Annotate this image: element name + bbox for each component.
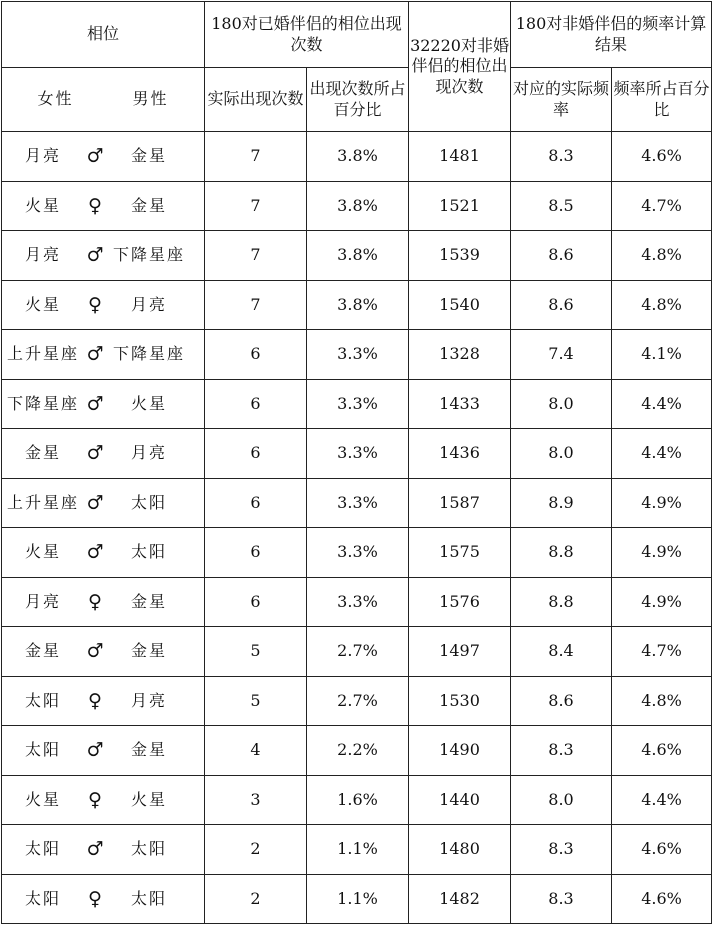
actual-count-cell: 5	[205, 676, 307, 726]
count-percent-cell: 3.3%	[307, 330, 409, 380]
actual-freq-cell: 8.3	[511, 132, 612, 182]
table-row	[2, 676, 712, 726]
aspect-cell	[2, 874, 205, 924]
freq-percent-cell: 4.1%	[612, 330, 712, 380]
female-planet: 火星	[24, 195, 61, 215]
actual-count-cell: 6	[205, 478, 307, 528]
female-planet: 金星	[24, 641, 61, 661]
unmarried-count-cell: 1587	[409, 478, 511, 528]
female-planet: 太阳	[24, 690, 61, 710]
unmarried-count-cell: 1482	[409, 874, 511, 924]
aspect-cell	[2, 775, 205, 825]
freq-percent-cell: 4.7%	[612, 181, 712, 231]
actual-count-cell: 2	[205, 825, 307, 875]
header-male: 男性	[132, 89, 169, 109]
female-planet: 火星	[24, 789, 61, 809]
female-planet: 下降星座	[6, 393, 79, 413]
header-married-group: 180对已婚伴侣的相位出现次数	[205, 2, 409, 68]
unmarried-count-cell: 1490	[409, 726, 511, 776]
freq-percent-cell: 4.6%	[612, 132, 712, 182]
count-percent-cell: 3.3%	[307, 429, 409, 479]
actual-count-cell: 7	[205, 231, 307, 281]
aspect-symbol-icon: ♀	[88, 788, 102, 811]
count-percent-cell: 1.1%	[307, 874, 409, 924]
table-row	[2, 379, 712, 429]
actual-count-cell: 6	[205, 528, 307, 578]
table-row	[2, 577, 712, 627]
count-percent-cell: 2.2%	[307, 726, 409, 776]
actual-count-cell: 6	[205, 429, 307, 479]
aspect-symbol-icon: ♀	[88, 887, 102, 910]
table-row	[2, 874, 712, 924]
header-actual-count: 实际出现次数	[205, 68, 307, 132]
aspect-symbol-icon: ♂	[86, 244, 104, 267]
aspect-cell	[2, 231, 205, 281]
actual-freq-cell: 8.4	[511, 627, 612, 677]
header-gender	[2, 68, 205, 132]
female-planet: 太阳	[24, 839, 61, 859]
table-row	[2, 330, 712, 380]
female-planet: 上升星座	[6, 492, 79, 512]
freq-percent-cell: 4.8%	[612, 676, 712, 726]
actual-freq-cell: 8.0	[511, 775, 612, 825]
table-row	[2, 775, 712, 825]
actual-count-cell: 7	[205, 181, 307, 231]
male-planet: 火星	[130, 393, 167, 413]
male-planet: 月亮	[130, 443, 167, 463]
actual-count-cell: 7	[205, 280, 307, 330]
actual-count-cell: 6	[205, 577, 307, 627]
male-planet: 太阳	[130, 839, 167, 859]
male-planet: 太阳	[130, 492, 167, 512]
freq-percent-cell: 4.4%	[612, 429, 712, 479]
actual-freq-cell: 8.3	[511, 726, 612, 776]
freq-percent-cell: 4.7%	[612, 627, 712, 677]
table-row	[2, 429, 712, 479]
male-planet: 金星	[130, 641, 167, 661]
unmarried-count-cell: 1436	[409, 429, 511, 479]
unmarried-count-cell: 1497	[409, 627, 511, 677]
freq-percent-cell: 4.9%	[612, 577, 712, 627]
female-planet: 月亮	[24, 245, 61, 265]
table-row	[2, 825, 712, 875]
table-row	[2, 280, 712, 330]
table-row	[2, 627, 712, 677]
header-actual-freq: 对应的实际频率	[511, 68, 612, 132]
female-planet: 金星	[24, 443, 61, 463]
actual-count-cell: 5	[205, 627, 307, 677]
aspect-symbol-icon: ♂	[86, 739, 104, 762]
header-unmarried-count: 32220对非婚伴侣的相位出现次数	[409, 2, 511, 132]
header-aspect: 相位	[2, 2, 205, 68]
count-percent-cell: 3.8%	[307, 231, 409, 281]
header-unmarried-freq: 180对非婚伴侣的频率计算结果	[511, 2, 712, 68]
freq-percent-cell: 4.8%	[612, 280, 712, 330]
table-row	[2, 726, 712, 776]
aspect-symbol-icon: ♂	[86, 838, 104, 861]
header-row-1	[2, 2, 712, 68]
male-planet: 金星	[130, 195, 167, 215]
male-planet: 下降星座	[112, 344, 185, 364]
actual-freq-cell: 8.0	[511, 379, 612, 429]
aspect-cell	[2, 429, 205, 479]
actual-freq-cell: 7.4	[511, 330, 612, 380]
unmarried-count-cell: 1575	[409, 528, 511, 578]
unmarried-count-cell: 1576	[409, 577, 511, 627]
female-planet: 月亮	[24, 146, 61, 166]
count-percent-cell: 3.8%	[307, 132, 409, 182]
female-planet: 太阳	[24, 740, 61, 760]
table-row	[2, 132, 712, 182]
freq-percent-cell: 4.8%	[612, 231, 712, 281]
unmarried-count-cell: 1433	[409, 379, 511, 429]
male-planet: 太阳	[130, 542, 167, 562]
unmarried-count-cell: 1480	[409, 825, 511, 875]
actual-count-cell: 3	[205, 775, 307, 825]
freq-percent-cell: 4.6%	[612, 874, 712, 924]
actual-freq-cell: 8.6	[511, 231, 612, 281]
actual-freq-cell: 8.0	[511, 429, 612, 479]
table-row	[2, 478, 712, 528]
aspect-symbol-icon: ♀	[88, 689, 102, 712]
aspect-cell	[2, 825, 205, 875]
male-planet: 太阳	[130, 888, 167, 908]
freq-percent-cell: 4.6%	[612, 726, 712, 776]
count-percent-cell: 3.3%	[307, 528, 409, 578]
aspect-cell	[2, 676, 205, 726]
male-planet: 金星	[130, 591, 167, 611]
header-row-2	[2, 68, 712, 132]
aspect-cell	[2, 132, 205, 182]
unmarried-count-cell: 1328	[409, 330, 511, 380]
aspect-statistics-table	[1, 1, 712, 924]
actual-freq-cell: 8.6	[511, 280, 612, 330]
actual-freq-cell: 8.3	[511, 825, 612, 875]
header-freq-percent: 频率所占百分比	[612, 68, 712, 132]
aspect-symbol-icon: ♂	[86, 343, 104, 366]
actual-count-cell: 6	[205, 330, 307, 380]
count-percent-cell: 3.8%	[307, 181, 409, 231]
freq-percent-cell: 4.9%	[612, 528, 712, 578]
aspect-symbol-icon: ♂	[86, 442, 104, 465]
female-planet: 上升星座	[6, 344, 79, 364]
aspect-symbol-icon: ♀	[88, 590, 102, 613]
aspect-cell	[2, 379, 205, 429]
freq-percent-cell: 4.6%	[612, 825, 712, 875]
actual-freq-cell: 8.5	[511, 181, 612, 231]
count-percent-cell: 2.7%	[307, 676, 409, 726]
freq-percent-cell: 4.9%	[612, 478, 712, 528]
unmarried-count-cell: 1521	[409, 181, 511, 231]
aspect-cell	[2, 528, 205, 578]
count-percent-cell: 1.1%	[307, 825, 409, 875]
actual-count-cell: 4	[205, 726, 307, 776]
unmarried-count-cell: 1530	[409, 676, 511, 726]
aspect-symbol-icon: ♂	[86, 392, 104, 415]
unmarried-count-cell: 1481	[409, 132, 511, 182]
actual-count-cell: 6	[205, 379, 307, 429]
actual-freq-cell: 8.8	[511, 528, 612, 578]
aspect-cell	[2, 330, 205, 380]
table-row	[2, 181, 712, 231]
female-planet: 火星	[24, 294, 61, 314]
male-planet: 下降星座	[112, 245, 185, 265]
aspect-symbol-icon: ♀	[88, 293, 102, 316]
count-percent-cell: 1.6%	[307, 775, 409, 825]
unmarried-count-cell: 1540	[409, 280, 511, 330]
female-planet: 火星	[24, 542, 61, 562]
freq-percent-cell: 4.4%	[612, 379, 712, 429]
male-planet: 金星	[130, 740, 167, 760]
table-row	[2, 231, 712, 281]
aspect-cell	[2, 726, 205, 776]
unmarried-count-cell: 1539	[409, 231, 511, 281]
aspect-cell	[2, 181, 205, 231]
aspect-cell	[2, 280, 205, 330]
aspect-symbol-icon: ♀	[88, 194, 102, 217]
female-planet: 太阳	[24, 888, 61, 908]
table-body	[2, 132, 712, 924]
aspect-cell	[2, 577, 205, 627]
actual-count-cell: 7	[205, 132, 307, 182]
aspect-symbol-icon: ♂	[86, 491, 104, 514]
count-percent-cell: 3.3%	[307, 478, 409, 528]
freq-percent-cell: 4.4%	[612, 775, 712, 825]
male-planet: 金星	[130, 146, 167, 166]
actual-freq-cell: 8.8	[511, 577, 612, 627]
aspect-cell	[2, 627, 205, 677]
header-count-percent: 出现次数所占百分比	[307, 68, 409, 132]
count-percent-cell: 3.3%	[307, 379, 409, 429]
actual-freq-cell: 8.6	[511, 676, 612, 726]
male-planet: 月亮	[130, 294, 167, 314]
aspect-symbol-icon: ♂	[86, 640, 104, 663]
aspect-cell	[2, 478, 205, 528]
female-planet: 月亮	[24, 591, 61, 611]
count-percent-cell: 3.8%	[307, 280, 409, 330]
count-percent-cell: 3.3%	[307, 577, 409, 627]
header-female: 女性	[37, 89, 74, 109]
male-planet: 火星	[130, 789, 167, 809]
table-row	[2, 528, 712, 578]
table-header	[2, 2, 712, 132]
aspect-symbol-icon: ♂	[86, 145, 104, 168]
aspect-symbol-icon: ♂	[86, 541, 104, 564]
actual-freq-cell: 8.3	[511, 874, 612, 924]
male-planet: 月亮	[130, 690, 167, 710]
unmarried-count-cell: 1440	[409, 775, 511, 825]
actual-freq-cell: 8.9	[511, 478, 612, 528]
count-percent-cell: 2.7%	[307, 627, 409, 677]
actual-count-cell: 2	[205, 874, 307, 924]
